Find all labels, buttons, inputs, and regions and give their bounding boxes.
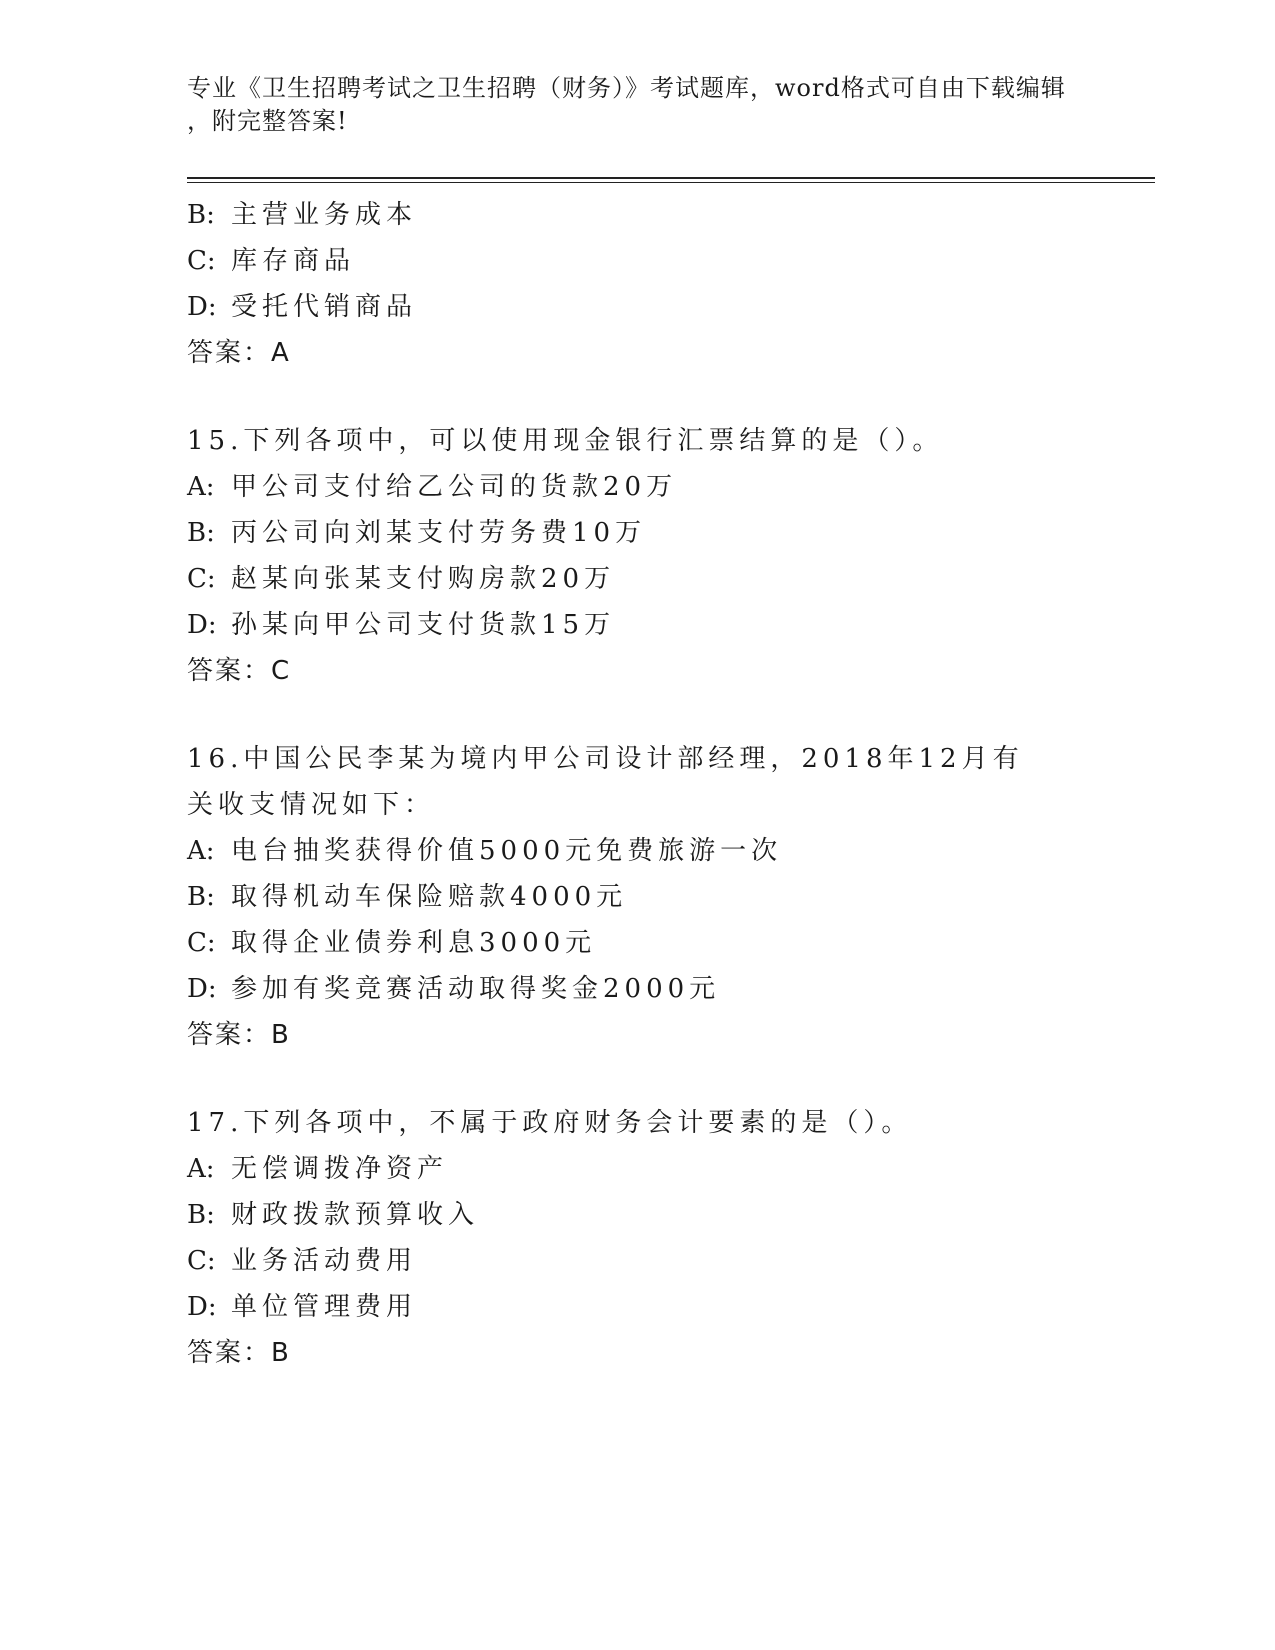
question-stem: 16.中国公民李某为境内甲公司设计部经理，2018年12月有关收支情况如下： [187, 744, 1024, 820]
header-title-line-2: ，附完整答案! [187, 107, 348, 135]
question-list [187, 192, 1087, 1418]
option-a: A: 甲公司支付给乙公司的货款20万 [187, 472, 678, 502]
option-b: B: 财政拨款预算收入 [187, 1200, 480, 1230]
option-c: C: 库存商品 [187, 246, 356, 276]
continued-question [187, 192, 1087, 376]
option-c: C: 赵某向张某支付购房款20万 [187, 564, 616, 594]
question-stem: 17.下列各项中，不属于政府财务会计要素的是（）。 [187, 1108, 913, 1138]
header-divider-thin [187, 182, 1155, 183]
option-d: D: 孙某向甲公司支付货款15万 [187, 610, 616, 640]
question-15 [187, 418, 1087, 694]
option-b: B: 丙公司向刘某支付劳务费10万 [187, 518, 647, 548]
question-16 [187, 736, 1087, 1058]
option-d: D: 受托代销商品 [187, 292, 418, 322]
option-c: C: 业务活动费用 [187, 1246, 418, 1276]
option-a: A: 电台抽奖获得价值5000元免费旅游一次 [187, 836, 783, 866]
answer-line: 答案：B [187, 1020, 291, 1050]
answer-line: 答案：C [187, 656, 292, 686]
option-d: D: 参加有奖竞赛活动取得奖金2000元 [187, 974, 721, 1004]
question-stem: 15.下列各项中，可以使用现金银行汇票结算的是（）。 [187, 426, 944, 456]
option-b: B: 取得机动车保险赔款4000元 [187, 882, 628, 912]
option-d: D: 单位管理费用 [187, 1292, 418, 1322]
option-b: B: 主营业务成本 [187, 200, 418, 230]
answer-line: 答案：B [187, 1338, 291, 1368]
document-header [187, 72, 1067, 138]
answer-line: 答案：A [187, 338, 291, 368]
option-c: C: 取得企业债券利息3000元 [187, 928, 597, 958]
question-17 [187, 1100, 1087, 1376]
header-divider-thick [187, 177, 1155, 179]
option-a: A: 无偿调拨净资产 [187, 1154, 449, 1184]
header-title-line-1: 专业《卫生招聘考试之卫生招聘（财务）》考试题库，word格式可自由下载编辑 [187, 74, 1066, 102]
